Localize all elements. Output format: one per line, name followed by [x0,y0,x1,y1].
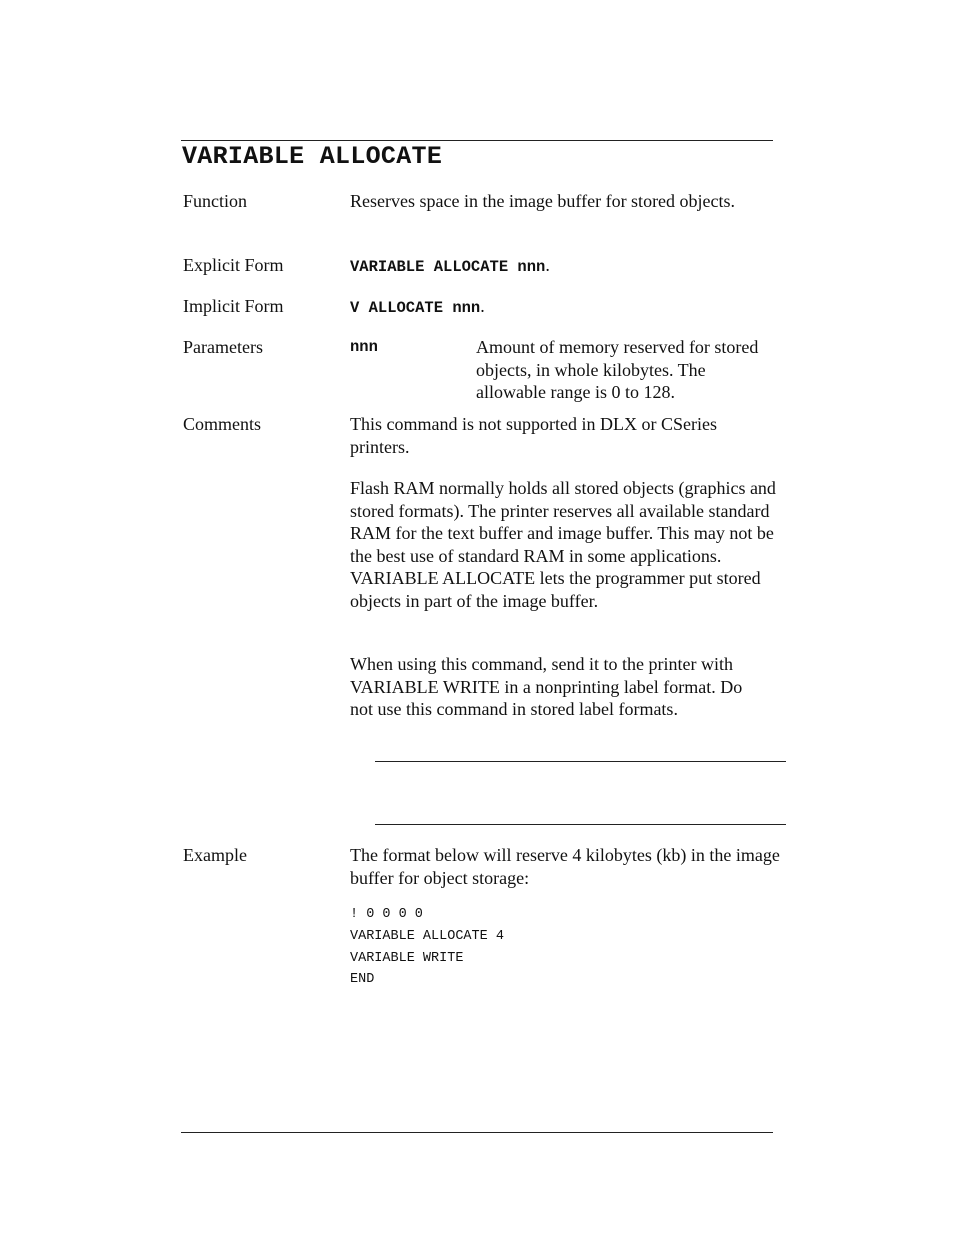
example-label: Example [183,845,247,865]
parameter-name: nnn [350,338,378,356]
bottom-rule [181,1132,773,1133]
implicit-form-punct: . [480,296,485,316]
note-bottom-rule [375,824,786,825]
comments-label: Comments [183,414,262,434]
comments-paragraph-2: Flash RAM normally holds all stored objects (graphics and stored formats). The printer reserves all available standard RAM for the text buffer and image buffer. This may not be the best use of standard RAM in some applications. VARIABLE ALLOCATE lets the programmer put stored objects in part of the image buffer. [350,478,776,611]
page-title: VARIABLE ALLOCATE [182,142,443,171]
explicit-form-value [350,254,550,279]
code-line: VARIABLE WRITE [350,950,464,966]
function-label: Function [183,191,248,211]
implicit-form-label: Implicit Form [183,296,284,316]
parameters-label: Parameters [183,337,263,357]
note-top-rule [375,761,786,762]
explicit-form-punct: . [545,255,550,275]
explicit-form-code: VARIABLE ALLOCATE nnn [350,258,546,276]
code-line: END [350,972,375,988]
comments-paragraph-1: This command is not supported in DLX or CSeries printers. [350,414,717,457]
code-line: VARIABLE ALLOCATE 4 [350,928,504,944]
example-text: The format below will reserve 4 kilobytes (kb) in the image buffer for object storage: [350,845,780,888]
example-code-block [350,904,504,991]
comments-paragraph-3: When using this command, send it to the printer with VARIABLE WRITE in a nonprinting label format. Do not use this command in stored label formats. [350,654,743,719]
code-line: ! 0 0 0 0 [350,907,423,922]
explicit-form-label: Explicit Form [183,255,284,275]
top-rule [181,140,773,141]
implicit-form-value [350,295,485,320]
parameter-description: Amount of memory reserved for stored objects, in whole kilobytes. The allowable range is 0 to 128. [476,337,759,402]
implicit-form-code: V ALLOCATE nnn [350,299,481,317]
function-text: Reserves space in the image buffer for stored objects. [350,191,736,211]
